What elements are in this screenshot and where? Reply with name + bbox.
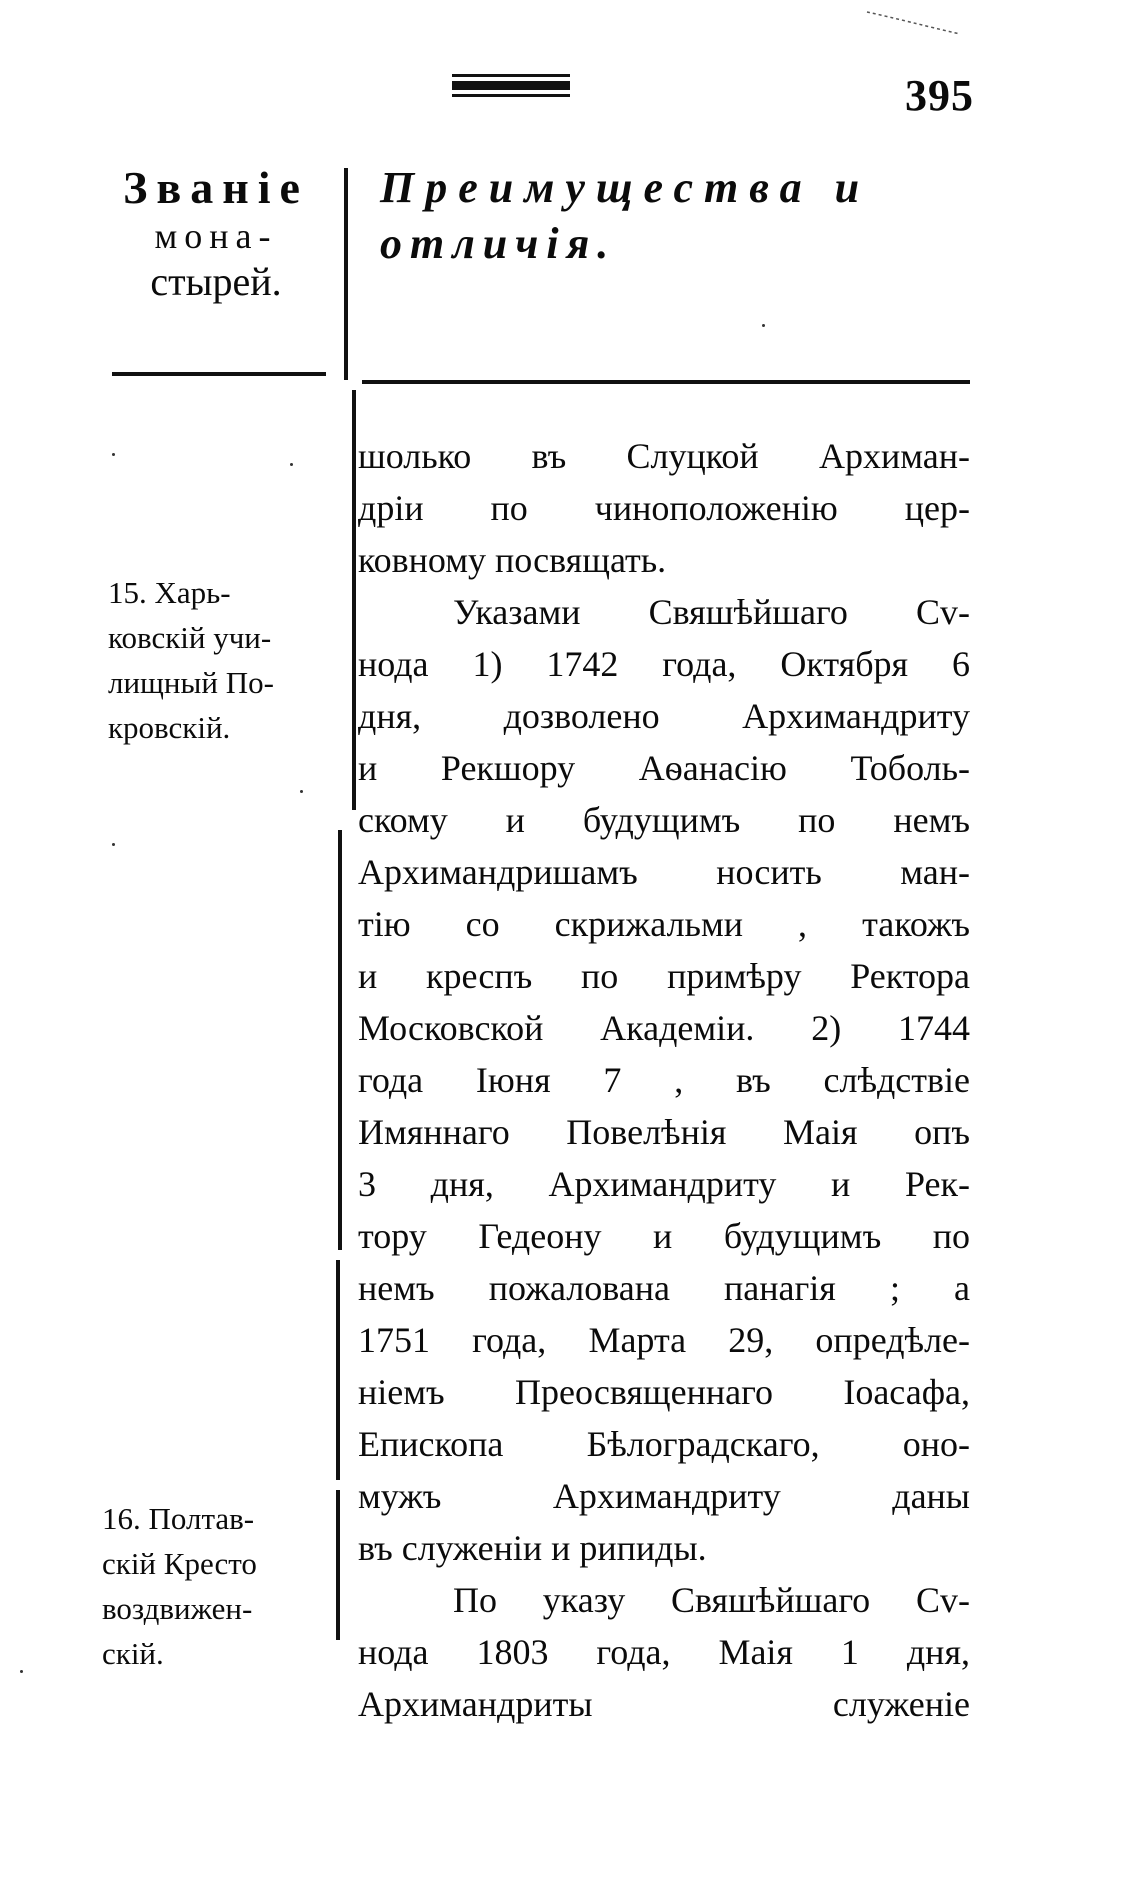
scan-speck <box>762 324 765 327</box>
column-header-line: стырей. <box>150 259 282 304</box>
column-header-line: отличія. <box>380 219 617 268</box>
text-line: тору Гедеону и будущимъ по <box>358 1216 970 1256</box>
text-line: немъ пожалована панагія ; а <box>358 1268 970 1308</box>
column-header-line: Преимущества и <box>380 163 871 212</box>
column-divider <box>352 390 356 810</box>
column-header-line: Званіе <box>123 162 309 213</box>
text-line: мужъ Архимандриту даны <box>358 1476 970 1516</box>
text-line: ковному посвящать. <box>358 540 667 580</box>
column-header-line: мона- <box>154 216 278 256</box>
text-line: въ служеніи и рипиды. <box>358 1528 707 1568</box>
text-line: дня, дозволено Архимандриту <box>358 696 970 736</box>
column-header-title <box>100 162 332 304</box>
scan-speck <box>20 1670 23 1673</box>
page-number: 395 <box>905 71 974 120</box>
text-line: Московской Академіи. 2) 1744 <box>358 1008 970 1048</box>
text-line: года Іюня 7 , въ слѣдствіе <box>358 1060 970 1100</box>
column-divider <box>338 830 342 1250</box>
column-divider <box>336 1260 340 1480</box>
text-line: шолько въ Слуцкой Архиман- <box>358 436 970 476</box>
scan-speck <box>290 463 293 466</box>
monastery-line: кровскій. <box>108 710 231 745</box>
text-line: 1751 года, Марта 29, опредѣле- <box>358 1320 970 1360</box>
monastery-line: ковскій учи- <box>108 620 272 655</box>
text-line: По указу Свяшѣйшаго Сv- <box>453 1580 970 1620</box>
column-divider-header <box>344 168 348 380</box>
privileges-text <box>358 430 970 1730</box>
text-line: нода 1803 года, Маія 1 дня, <box>358 1632 970 1672</box>
text-line: тію со скрижальми , такожъ <box>358 904 970 944</box>
text-line: Архимандриты служеніе <box>358 1684 970 1724</box>
text-line: ніемъ Преосвященнаго Іоасафа, <box>358 1372 970 1412</box>
text-line: 3 дня, Архимандриту и Рек- <box>358 1164 970 1204</box>
text-line: Епископа Бѣлоградскаго, оно- <box>358 1424 970 1464</box>
scan-speck <box>300 790 303 793</box>
monastery-entry-16 <box>102 1496 342 1676</box>
text-line: и креспъ по примѣру Ректора <box>358 956 970 996</box>
text-line: нода 1) 1742 года, Октября 6 <box>358 644 970 684</box>
monastery-line: скій. <box>102 1636 164 1671</box>
header-ornament <box>452 74 570 100</box>
text-line: скому и будущимъ по немъ <box>358 800 970 840</box>
monastery-entry-15 <box>108 570 348 750</box>
column-header-privileges <box>380 160 1000 272</box>
text-line: Архимандришамъ носить ман- <box>358 852 970 892</box>
monastery-line: скій Кресто <box>102 1546 257 1581</box>
stray-pen-mark <box>865 8 965 38</box>
text-line: Имяннаго Повелѣнія Маія опъ <box>358 1112 970 1152</box>
text-line: Указами Свяшѣйшаго Сv- <box>453 592 970 632</box>
header-rule-left <box>112 372 326 376</box>
monastery-line: лищный По- <box>108 665 274 700</box>
text-line: дріи по чиноположенію цер- <box>358 488 970 528</box>
header-rule-right <box>362 380 970 384</box>
monastery-line: воздвижен- <box>102 1591 253 1626</box>
text-line: и Рекшору Аѳанасію Тоболь- <box>358 748 970 788</box>
monastery-line: 16. Полтав- <box>102 1501 255 1536</box>
scan-speck <box>112 453 115 456</box>
monastery-line: 15. Харь- <box>108 575 231 610</box>
scan-speck <box>112 843 115 846</box>
